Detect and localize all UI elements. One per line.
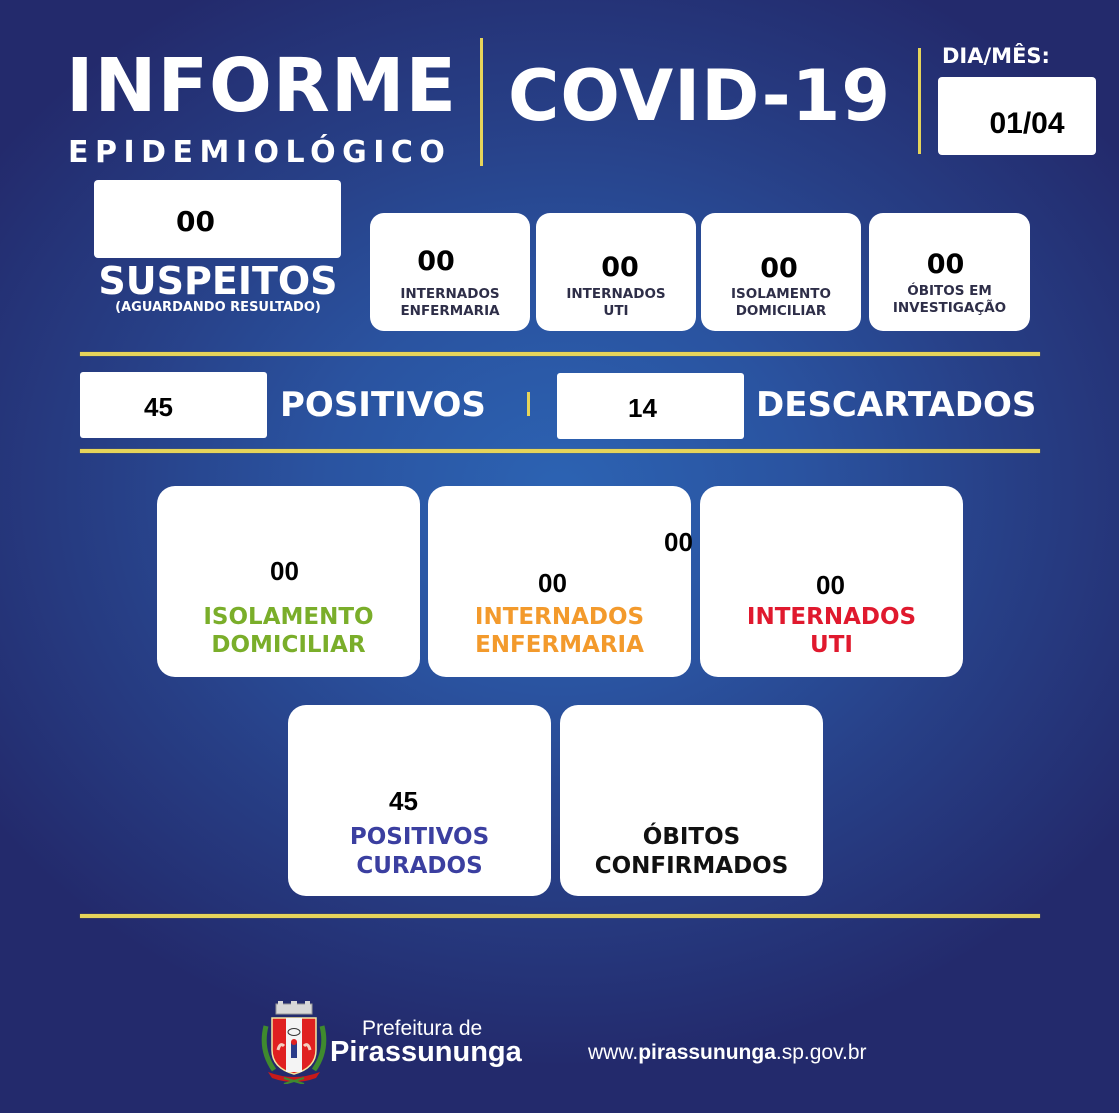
card-suspeitos-isolamento-domiciliar [701,213,861,331]
city-coat-of-arms-icon [258,1000,330,1084]
card-label-line2: ENFERMARIA [400,303,500,319]
positivos-label: POSITIVOS [280,385,486,425]
card-positivos-curados [288,705,551,896]
date-label: DIA/MÊS: [942,44,1050,68]
header-divider [480,38,483,166]
card-value: 00 [417,246,455,277]
card-value: 00 [760,253,798,284]
card-suspeitos-internados-uti [536,213,696,331]
website-domain: pirassununga [638,1041,776,1064]
card-label-line1: INTERNADOS [566,286,666,302]
card-label-line2: UTI [603,303,629,319]
card-label-line1: ÓBITOS [642,824,741,850]
website-link[interactable] [588,1040,867,1066]
positivos-value-box [80,372,267,438]
card-label-line2: CURADOS [356,853,483,879]
card-value: 00 [601,252,639,283]
section-divider [80,914,1040,918]
descartados-value-box [557,373,744,439]
card-value: 00 [538,568,567,598]
section-divider [80,449,1040,453]
card-label-line1: INTERNADOS [746,604,917,630]
city-name: Pirassununga [330,1036,522,1068]
card-isolamento-domiciliar [157,486,420,677]
card-value: 00 [926,249,965,280]
card-suspeitos-internados-enfermaria [370,213,530,331]
prefeitura-label: Prefeitura de [362,1017,483,1040]
card-internados-enfermaria [428,486,691,677]
date-value: 01/04 [989,107,1065,140]
card-suspeitos-obitos-investigacao [869,213,1030,331]
date-box [938,77,1096,155]
card-obitos-confirmados [560,705,823,896]
suspeitos-value: 00 [176,205,215,238]
descartados-value: 14 [628,393,657,423]
card-internados-uti [700,486,963,677]
card-label-line2: UTI [810,632,853,658]
card-extra-value: 00 [664,527,693,557]
title-covid: COVID-19 [508,55,892,137]
section-divider [80,352,1040,356]
card-label-line2: CONFIRMADOS [594,853,789,879]
suspeitos-label: SUSPEITOS [98,259,338,303]
card-value: 00 [816,570,845,600]
card-label-line2: DOMICILIAR [211,632,366,658]
card-label-line1: INTERNADOS [474,604,645,630]
card-label-line1: ISOLAMENTO [731,286,831,302]
website-prefix: www. [588,1041,639,1064]
positivos-value: 45 [144,392,173,422]
card-value: 45 [389,786,418,816]
descartados-label: DESCARTADOS [756,385,1037,425]
title-informe: INFORME [66,43,458,129]
card-label-line2: DOMICILIAR [735,303,827,319]
card-label-line1: ÓBITOS EM [907,283,992,299]
card-label-line2: ENFERMARIA [475,632,644,658]
title-epidemiologico: EPIDEMIOLÓGICO [68,135,452,170]
suspeitos-value-box [94,180,341,258]
card-label-line1: INTERNADOS [400,286,500,302]
totals-divider [527,392,530,416]
card-label-line1: POSITIVOS [349,824,490,850]
card-label-line1: ISOLAMENTO [203,604,374,630]
website-suffix: .sp.gov.br [775,1041,867,1064]
card-value: 00 [270,556,299,586]
suspeitos-sublabel: (AGUARDANDO RESULTADO) [115,300,321,315]
header-divider [918,48,921,154]
card-label-line2: INVESTIGAÇÃO [892,300,1007,316]
